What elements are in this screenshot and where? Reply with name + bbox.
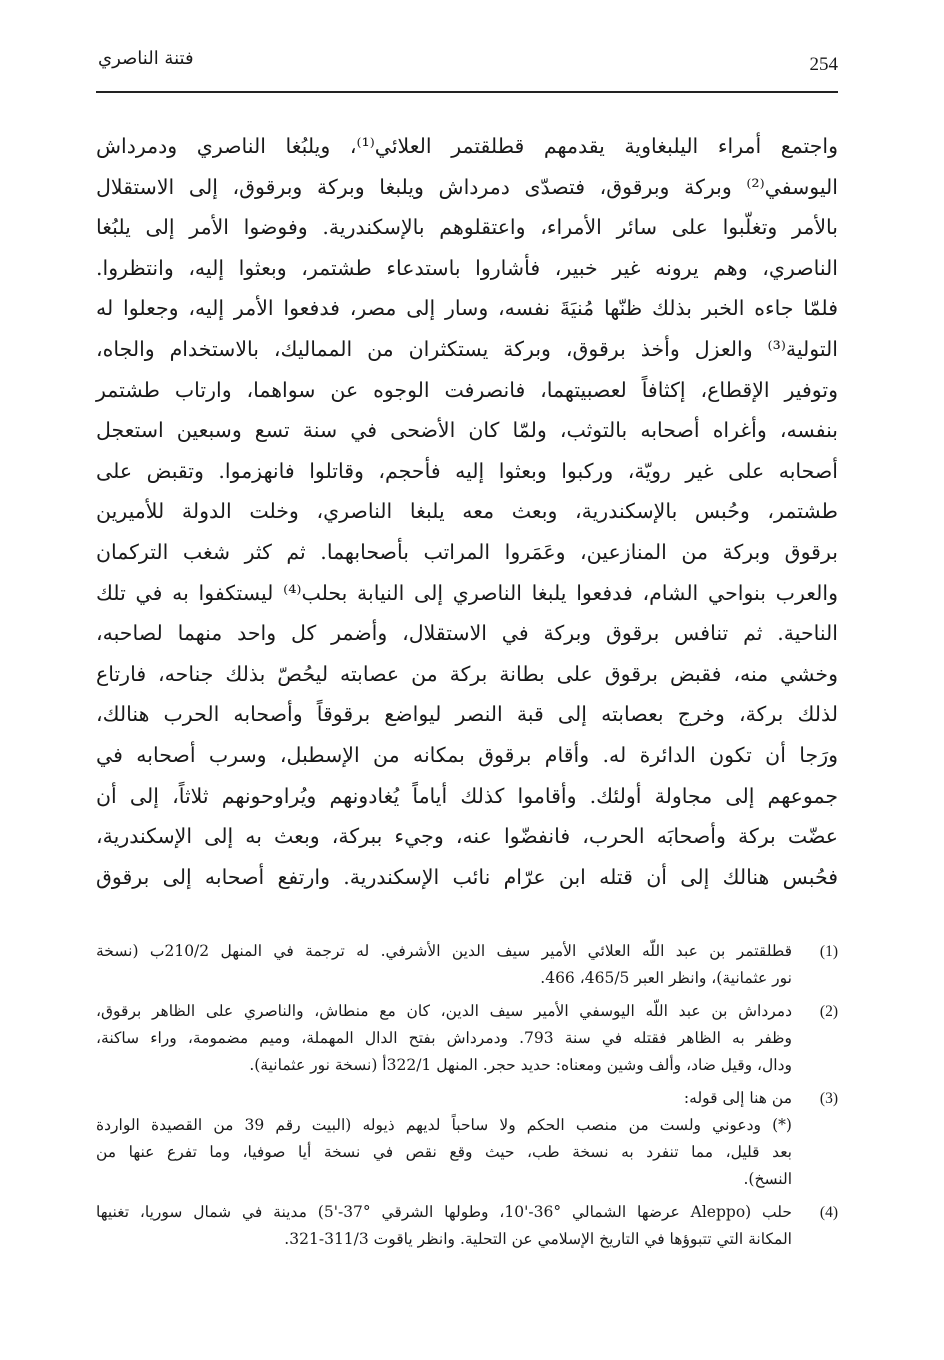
header-rule [96,91,838,93]
footnote-line: من هنا إلى قوله: [683,1089,792,1107]
text-line: ورَجا أن تكون الدائرة له. وأقام برقوق بمكانه من الإسطبل، وسرب أصحابه في [96,742,838,767]
footnote-number: (2) [819,1003,838,1020]
page-number: 254 [809,54,838,75]
text-line: عضّت بركة وأصحابَه الحرب، فانفضّوا عنه، وجيء ببركة، وبعث به إلى الإسكندرية، [96,824,838,849]
footnote-line: بعد قليل، مما تنفرد به نسخة طب، حيث وقع نقص في نسخة أيا صوفيا، وما تفرع عنها من [96,1143,792,1161]
footnote [96,998,838,1079]
text-line: الناصري، وهم يرونه غير خبير، فأشاروا باستدعاء طشتمر، وبعثوا إليه، وانتظروا. [96,255,838,280]
text-line: طشتمر، وحُبس بالإسكندرية، وبعث معه يلبغا الناصري، وخلت الدولة للأميرين [96,499,838,524]
page-header [96,44,838,84]
footnote [96,1199,838,1253]
text-line: برقوق وبركة من المنازعين، وعَمَروا المراتب بأصحابهما. ثم كثر شغب التركمان [96,539,838,564]
footnote-line: ودال، وقيل ضاد، وألف وشين ومعناه: حديد حجر. المنهل 322/1أ (نسخة نور عثمانية). [249,1056,792,1074]
text-line: فلمّا جاءه الخبر بذلك ظنّها مُنيَةَ نفسه، وسار إلى مصر، فدفعوا الأمر إليه، وجعلوا له [96,296,838,321]
text-line: وخشي منه، فقبض برقوق على بطانة بركة من عصابته ليحُصّ بذلك جناحه، فارتاع [96,661,838,686]
footnote-line: وظفر به الظاهر فقتله في سنة 793. ودمرداش بفتح الدال المهملة، وميم مضمومة، وراء ساكنة، [96,1029,793,1047]
footnote-line: نور عثمانية)، وانظر العبر 465/5، 466. [540,969,792,987]
text-line: لذلك بركة، وخرج بعصابته إلى قبة النصر ليواضع برقوقاً وأصحابه الحرب هنالك، [96,702,838,727]
footnote-line: النسخ). [743,1170,792,1188]
footnote-line: المكانة التي تتبوؤها في التاريخ الإسلامي عن التحلية. وانظر ياقوت 311/3-321. [284,1230,792,1248]
footnote-line: (*) ودعوني ولست من منصب الحكم ولا ساحباً لديهم ذيوله (البيت رقم 39 من القصيدة الواردة [96,1116,792,1134]
footnote-line: حلب (Aleppo عرضها الشمالي °36-'10، وطولها الشرقي °37-'5) مدينة في شمال سوريا، تغنيها [96,1203,792,1221]
text-line: الناحية. ثم تنافس برقوق وبركة في الاستقلال، وأضمر كل واحد منهما لصاحبه، [96,621,838,646]
text-line: اليوسفي⁽²⁾ وبركة وبرقوق، فتصدّى دمرداش ويلبغا وبركة وبرقوق، إلى الاستقلال [96,174,838,199]
footnote-line: قطلقتمر بن عبد اللّه العلائي الأمير سيف الدين الأشرفي. له ترجمة في المنهل 210/2ب (نسخة [96,942,792,960]
text-line: بالأمر وتغلّبوا على سائر الأمراء، واعتقلوهم بالإسكندرية. وفوضوا الأمر إلى يلبُغا [96,215,838,240]
footnotes [96,938,838,1259]
running-title: فتنة الناصري [98,48,194,69]
text-line: التولية⁽³⁾ والعزل وأخذ برقوق، وبركة يستكثران من المماليك، بالاستخدام والجاه، [96,336,838,361]
text-line: بنفسه، وأغراه أصحابه بالتوثب، ولمّا كان الأضحى في سنة تسع وسبعين استعجل [96,418,838,443]
footnote [96,938,838,992]
text-line: جموعهم إلى مجاولة أولئك. وأقاموا كذلك أياماً يُغادونهم ويُراوحونهم ثلاثاً، إلى أن [96,783,838,808]
footnote-line: دمرداش بن عبد اللّه اليوسفي الأمير سيف الدين، كان مع منطاش، والناصري على الظاهر برقوق، [96,1002,792,1020]
footnote [96,1085,838,1193]
text-line: وتوفير الإقطاع، إكثافاً لعصبيتهما، فانصرفت الوجوه عن سواهما، وارتاب طشتمر [96,377,838,402]
text-line: والعرب بنواحي الشام، فدفعوا يلبغا الناصري إلى النيابة بحلب⁽⁴⁾ ليستكفوا به في تلك [96,580,838,605]
text-line: أصحابه على غير رويّة، وركبوا وبعثوا إليه فأحجم، وقاتلوا فانهزموا. وتقبض على [96,458,838,483]
footnote-number: (4) [819,1204,838,1221]
footnote-number: (1) [819,943,838,960]
text-line: واجتمع أمراء اليلبغاوية يقدمهم قطلقتمر العلائي⁽¹⁾، ويلبُغا الناصري ودمرداش [96,134,838,158]
footnote-number: (3) [819,1090,838,1107]
main-text [96,126,838,897]
text-line: فحُبس هنالك إلى أن قتله ابن عرّام نائب الإسكندرية. وارتفع أصحابه إلى برقوق [96,864,838,889]
